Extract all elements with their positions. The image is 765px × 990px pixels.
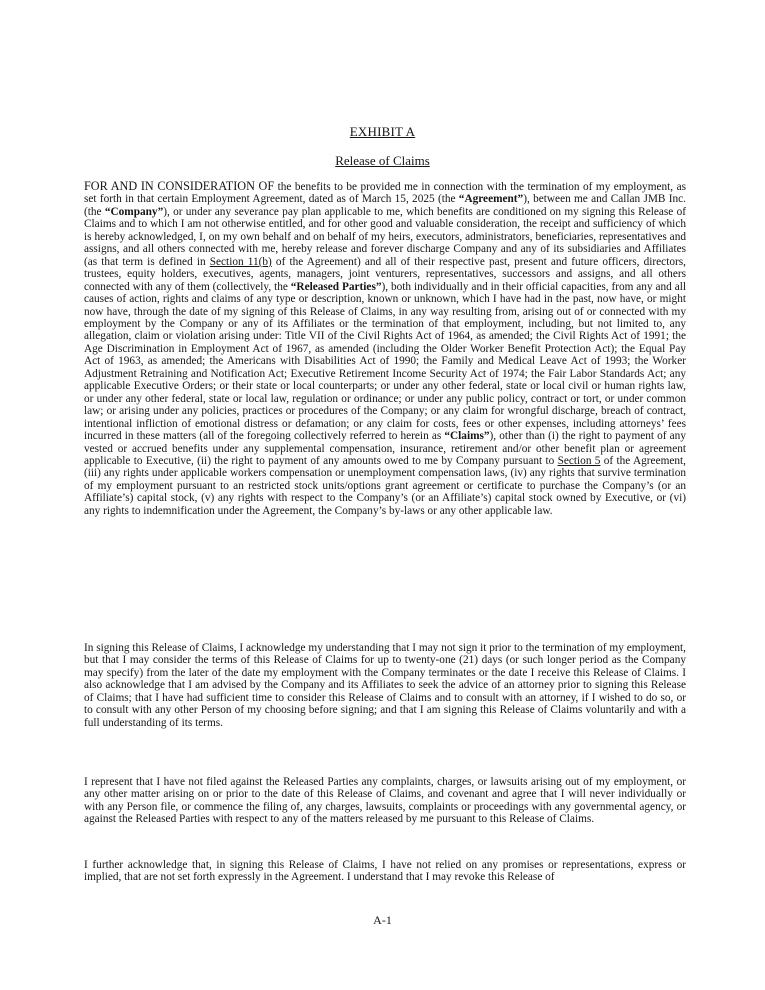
- text-segment: of the Agreement) and all of their respective past, present and future officers, directors, trustees, equity holders, executives, agents, managers, joint venturers, representatives, successors and assigns, and all others connected with any of them (collectively, the: [84, 255, 686, 293]
- section-reference: Section 5: [557, 454, 601, 467]
- release-paragraph-acknowledgement: [84, 642, 686, 729]
- text-segment: ), between me and Callan JMB Inc. (the: [84, 193, 686, 218]
- exhibit-title: EXHIBIT A: [349, 124, 416, 139]
- lead-phrase: FOR AND IN CONSIDERATION OF: [84, 179, 275, 193]
- text-segment: ), other than (i) the right to payment of any vested or accrued benefits under any supplemental compensation, insurance, retirement and/or other benefit plan or agreement applicable to Executive, (ii) the right to payment of any amounts owed to me by Company pursuant to: [84, 430, 686, 467]
- release-title: Release of Claims: [335, 153, 430, 168]
- paragraph-text: I further acknowledge that, in signing this Release of Claims, I have not relied on any promises or representations, express or implied, that are not set forth expressly in the Agreement. I understand that I may revoke this Release of: [84, 859, 686, 884]
- page-number: A-1: [373, 913, 392, 927]
- defined-term-agreement: “Agreement”: [458, 193, 524, 206]
- defined-term-released-parties: “Released Parties”: [290, 280, 382, 293]
- defined-term-claims: “Claims”: [444, 430, 490, 443]
- text-segment: ), or under any severance pay plan applicable to me, which benefits are conditioned on my signing this Release of Claims and to which I am not otherwise entitled, and for other good and valuable consideration, the receipt and sufficiency of which is hereby acknowledged, I, on my own behalf and on behalf of my heirs, executors, administrators, beneficiaries, representatives and assigns, and all others connected with me, hereby release and forever discharge Company and any of its subsidiaries and Affiliates (as that term is defined in: [84, 205, 686, 268]
- section-reference: Section 11(b): [209, 255, 272, 268]
- paragraph-text: In signing this Release of Claims, I acknowledge my understanding that I may not sign it prior to the termination of my employment, but that I may consider the terms of this Release of Claims for up to twenty-one (21) days (or such longer period as the Company may specify) from the later of the date my employment with the Company terminates or the date I receive this Release of Claims. I also acknowledge that I am advised by the Company and its Affiliates to seek the advice of an attorney prior to signing this Release of Claims; that I have had sufficient time to consider this Release of Claims and to consult with an attorney, if I wished to do so, or to consult with any other Person of my choosing before signing; and that I am signing this Release of Claims voluntarily and with a full understanding of its terms.: [84, 642, 686, 729]
- paragraph-text: I represent that I have not filed against the Released Parties any complaints, charges, or lawsuits arising out of my employment, or any other matter arising on or prior to the date of this Release of Claims, and covenant and agree that I will never individually or with any Person file, or commence the filing of, any charges, lawsuits, complaints or proceedings with any governmental agency, or against the Released Parties with respect to any of the matters released by me pursuant to this Release of Claims.: [84, 776, 686, 826]
- text-segment: of the Agreement, (iii) any rights under applicable workers compensation or unemployment compensation laws, (iv) any rights that survive termination of my employment pursuant to an restricted stock units/options grant agreement or certificate to purchase the Company’s (or an Affiliate’s) capital stock, (v) any rights with respect to the Company’s (or an Affiliate’s) capital stock owned by Executive, or (vi) any rights to indemnification under the Agreement, the Company’s by-laws or any other applicable law.: [84, 454, 686, 517]
- text-segment: the benefits to be provided me in connection with the termination of my employment, as set forth in that certain Employment Agreement, dated as of March 15, 2025 (the: [84, 181, 686, 206]
- text-segment: ), both individually and in their official capacities, from any and all causes of action, rights and claims of any type or description, known or unknown, which I have had in the past, now have, or might now have, through the date of my signing of this Release of Claims, in any way resulting from, arising out of or connected with my employment by the Company or any of its Affiliates or the termination of that employment, including, but not limited to, any allegation, claim or violation arising under: Title VII of the Civil Rights Act of 1964, as amended; the Civil Rights Act of 1991; the Age Discrimination in Employment Act of 1967, as amended (including the Older Worker Benefit Protection Act); the Equal Pay Act of 1963, as amended; the Americans with Disabilities Act of 1990; the Family and Medical Leave Act of 1993; the Worker Adjustment Retraining and Notification Act; Executive Retirement Income Security Act of 1974; the Fair Labor Standards Act; any applicable Executive Orders; or their state or local counterparts; or under any other federal, state or local civil or human rights law, or under any other federal, state or local law, regulation or ordinance; or under any public policy, contract or tort, or under common law; or arising under any policies, practices or procedures of the Company; or any claim for wrongful discharge, breach of contract, intentional infliction of emotional distress or defamation; or any claim for costs, fees or other expenses, including attorneys’ fees incurred in these matters (all of the foregoing collectively referred to herein as: [84, 280, 686, 443]
- release-paragraph-consideration: [84, 180, 686, 517]
- defined-term-company: “Company”: [104, 205, 164, 218]
- release-paragraph-representation: [84, 776, 686, 826]
- release-paragraph-reliance: [84, 859, 686, 884]
